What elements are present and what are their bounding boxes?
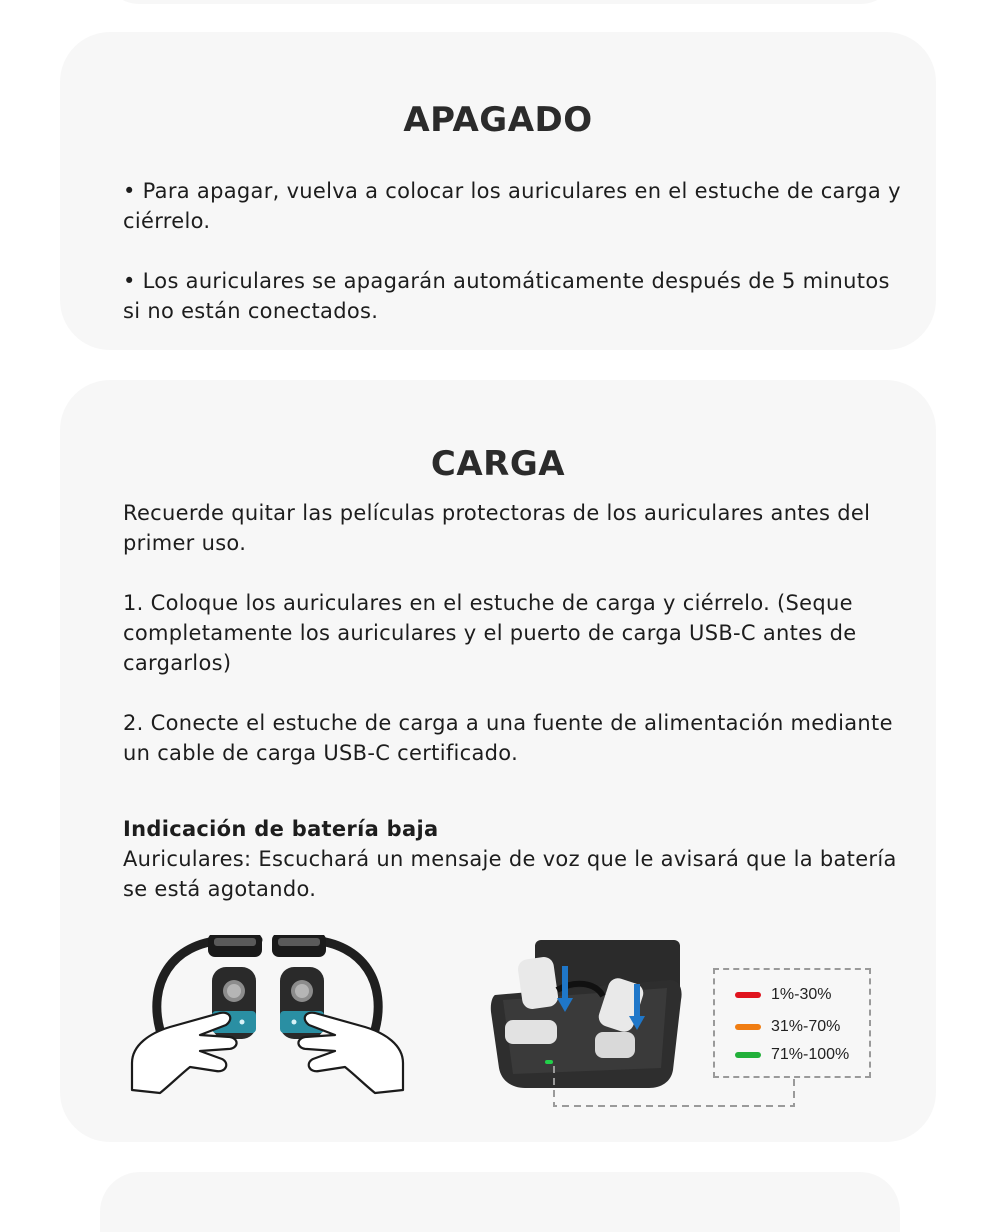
legend-item-low: [735, 986, 831, 1004]
battery-legend: [713, 968, 871, 1078]
previous-card-edge: [100, 0, 900, 4]
carga-step-2: 2. Conecte el estuche de carga a una fuente de alimentación mediante un cable de carga USB-C certificado.: [123, 711, 893, 765]
legend-item-medium: [735, 1018, 840, 1036]
next-card-edge: [100, 1172, 900, 1232]
apagado-paragraph-2: • Los auriculares se apagarán automáticamente después de 5 minutos si no están conectados.: [123, 269, 890, 323]
carga-intro: Recuerde quitar las películas protectoras de los auriculares antes del primer uso.: [123, 501, 871, 555]
legend-item-high: [735, 1046, 849, 1064]
carga-title: CARGA: [430, 444, 566, 484]
carga-card: [60, 380, 936, 1142]
apagado-title: APAGADO: [403, 100, 593, 140]
apagado-paragraph-1: • Para apagar, vuelva a colocar los auriculares en el estuche de carga y ciérrelo.: [123, 179, 901, 233]
legend-label: 1%-30%: [771, 986, 832, 1003]
legend-swatch-green: [735, 1052, 761, 1058]
earbuds-in-hands-illustration: [130, 935, 405, 1095]
apagado-card: [60, 32, 936, 350]
legend-label: 71%-100%: [771, 1046, 850, 1063]
legend-label: 31%-70%: [771, 1018, 841, 1035]
low-battery-text: Auriculares: Escuchará un mensaje de voz que le avisará que la batería se está agotando.: [123, 847, 897, 901]
legend-swatch-red: [735, 992, 761, 998]
legend-swatch-orange: [735, 1024, 761, 1030]
low-battery-heading: Indicación de batería baja: [123, 817, 439, 841]
carga-step-1: 1. Coloque los auriculares en el estuche de carga y ciérrelo. (Seque completamente los auriculares y el puerto de carga USB-C antes de cargarlos): [123, 591, 857, 675]
